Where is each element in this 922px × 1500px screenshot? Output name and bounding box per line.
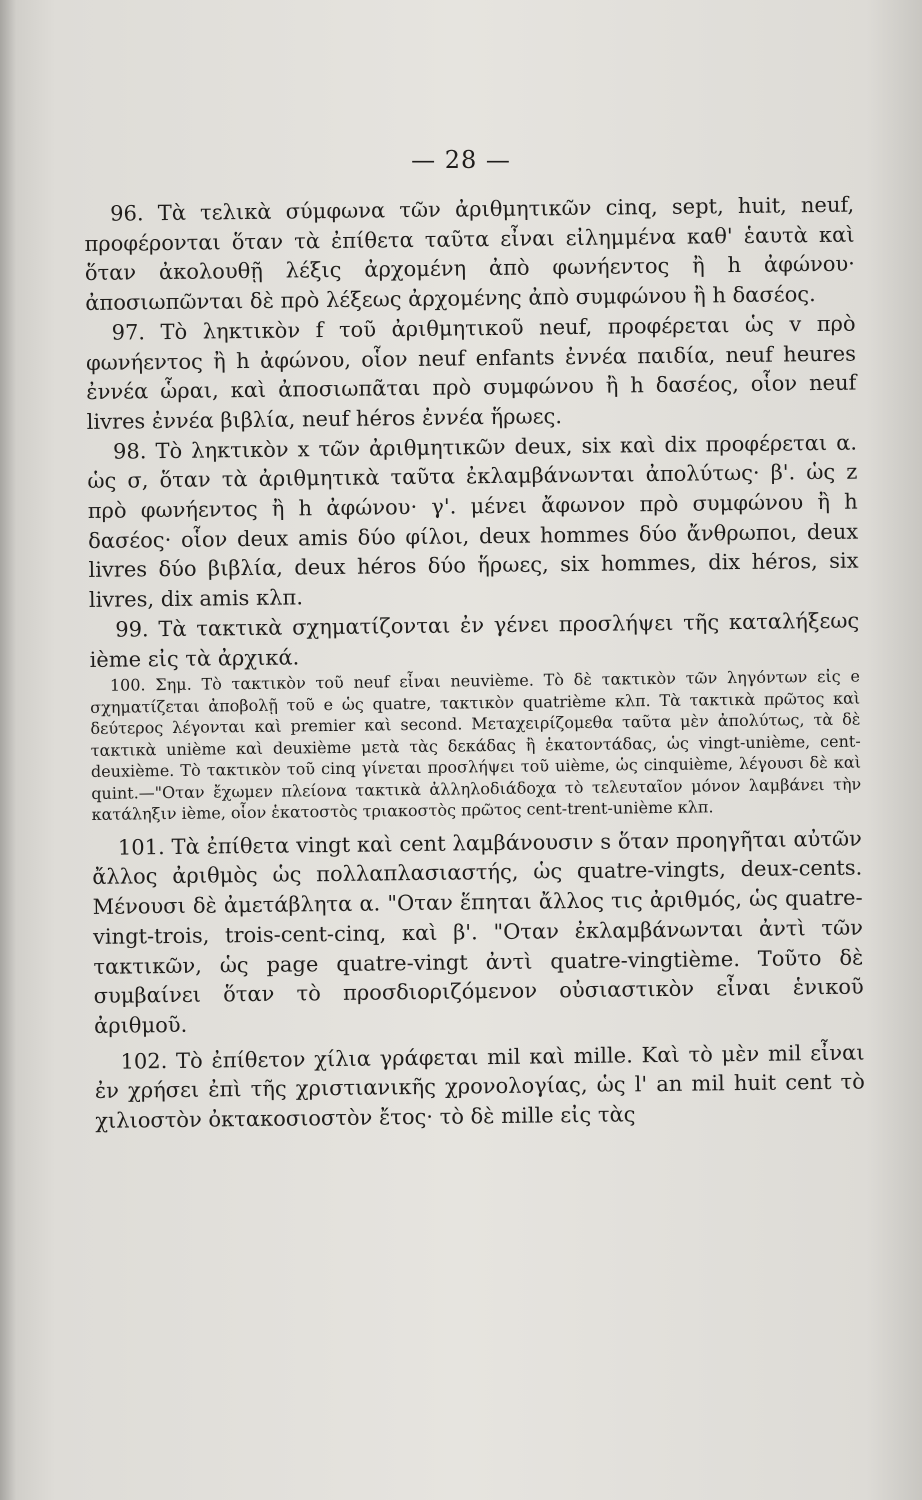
text-block (84, 191, 865, 1137)
paragraph-96: 96. Τὰ τελικὰ σύμφωνα τῶν ἀριθμητικῶν cinq, sept, huit, neuf, προφέρονται ὅταν τὰ ἐπίθετα ταῦτα εἶναι εἰλημμένα καθ' ἑαυτὰ καὶ ὅταν ἀκολουθῇ λέξις ἀρχομένη ἀπὸ φωνήεντος ἢ h ἀφώνου· ἀποσιωπῶνται δὲ πρὸ λέξεως ἀρχομένης ἀπὸ συμφώνου ἢ h δασέος. (84, 192, 855, 316)
left-edge-shadow (0, 0, 16, 1500)
paragraph-97: 97. Τὸ ληκτικὸν f τοῦ ἀριθμητικοῦ neuf, προφέρεται ὡς v πρὸ φωνήεντος ἢ h ἀφώνου, οἷον neuf enfants ἐννέα παιδία, neuf heures ἐννέα ὧραι, καὶ ἀποσιωπᾶται πρὸ συμφώνου ἢ h δασέος, οἷον neuf livres ἐννέα βιβλία, neuf héros ἐννέα ἥρωες. (85, 311, 857, 434)
paragraph-101: 101. Τὰ ἐπίθετα vingt καὶ cent λαμβάνουσιν s ὅταν προηγῆται αὐτῶν ἄλλος ἀριθμὸς ὡς πολλαπλασιαστής, ὡς quatre-vingts, deux-cents. Μένουσι δὲ ἀμετάβλητα α. "Οταν ἕπηται ἄλλος τις ἀριθμός, ὡς quatre-vingt-trois, trois-cent-cinq, καὶ β'. "Οταν ἐκλαμβάνωνται ἀντὶ τῶν τακτικῶν, ὡς page quatre-vingt ἀντὶ quatre-vingtième. Τοῦτο δὲ συμβαίνει ὅταν τὸ προσδιοριζόμενον οὐσιαστικὸν εἶναι ἑνικοῦ ἀριθμοῦ. (92, 826, 864, 1038)
note-block (90, 666, 862, 826)
paragraph-98: 98. Τὸ ληκτικὸν x τῶν ἀριθμητικῶν deux, six καὶ dix προφέρεται α. ὡς σ, ὅταν τὰ ἀριθμητικὰ ταῦτα ἐκλαμβάνωνται ἀπολύτως· β'. ὡς z πρὸ φωνήεντος ἢ h ἀφώνου· γ'. μένει ἄφωνον πρὸ συμφώνου ἢ h δασέος· οἷον deux amis δύο φίλοι, deux hommes δύο ἄνθρωποι, deux livres δύο βιβλία, deux héros δύο ἥρωες, six hommes, dix héros, six livres, dix amis κλπ. (87, 430, 859, 613)
paragraph-102: 102. Τὸ ἐπίθετον χίλια γράφεται mil καὶ mille. Καὶ τὸ μὲν mil εἶναι ἐν χρήσει ἐπὶ τῆς χριστιανικῆς χρονολογίας, ὡς l' an mil huit cent τὸ χιλιοστὸν ὀκτακοσιοστὸν ἔτος· τὸ δὲ mille εἰς τὰς (94, 1040, 865, 1134)
paragraph-100: 100. Σημ. Τὸ τακτικὸν τοῦ neuf εἶναι neuvième. Τὸ δὲ τακτικὸν τῶν ληγόντων εἰς e σχηματίζεται ἀποβολῇ τοῦ e ὡς quatre, τακτικὸν quatrième κλπ. Τὰ τακτικὰ πρῶτος καὶ δεύτερος λέγονται καὶ premier καὶ second. Μεταχειρίζομεθα ταῦτα μὲν ἀπολύτως, τὰ δὲ τακτικὰ unième καὶ deuxième μετὰ τὰς δεκάδας ἢ ἑκατοντάδας, ὡς vingt-unième, cent-deuxième. Τὸ τακτικὸν τοῦ cinq γίνεται προσλήψει τοῦ uième, ὡς cinquième, λέγουσι δὲ καὶ quint.—"Οταν ἔχωμεν πλείονα τακτικὰ ἀλληλοδιάδοχα τὸ τελευταῖον μόνον λαμβάνει τὴν κατάληξιν ième, οἷον ἑκατοστὸς τριακοστὸς πρῶτος cent-trent-unième κλπ. (90, 666, 862, 825)
paragraph-99: 99. Τὰ τακτικὰ σχηματίζονται ἐν γένει προσλήψει τῆς καταλήξεως ième εἰς τὰ ἀρχικά. (89, 608, 860, 672)
page-number: — 28 — (411, 146, 511, 174)
